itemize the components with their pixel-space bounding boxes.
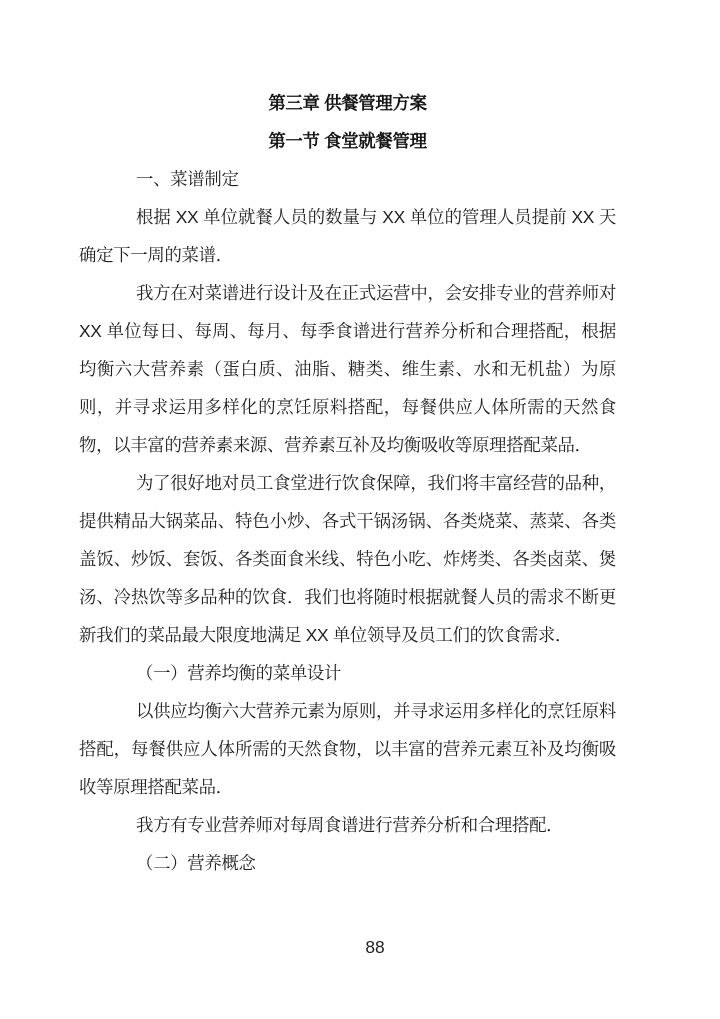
subsection-heading: （一）营养均衡的菜单设计 xyxy=(136,663,342,683)
paragraph: 我方有专业营养师对每周食谱进行营养分析和合理搭配． xyxy=(136,815,564,835)
subsection-heading: （二）营养概念 xyxy=(136,853,256,873)
paragraph: 以供应均衡六大营养元素为原则，并寻求运用多样化的烹饪原料搭配，每餐供应人体所需的天然食物，以丰富的营养元素互补及均衡吸收等原理搭配菜品． xyxy=(79,701,616,797)
paragraph: 根据 XX 单位就餐人员的数量与 XX 单位的管理人员提前 XX 天确定下一周的菜谱． xyxy=(79,207,616,265)
page-number: 88 xyxy=(365,937,385,957)
paragraph: 为了很好地对员工食堂进行饮食保障，我们将丰富经营的品种，提供精品大锅菜品、特色小炒、各式干锅汤锅、各类烧菜、蒸菜、各类盖饭、炒饭、套饭、各类面食米线、特色小吃、炸烤类、各类卤菜、煲汤、冷热饮等多品种的饮食．我们也将随时根据就餐人员的需求不断更新我们的菜品最大限度地满足 XX 单位领导及员工们的饮食需求． xyxy=(79,473,616,645)
document-content xyxy=(79,84,616,882)
list-heading: 一、菜谱制定 xyxy=(136,169,239,189)
paragraph: 我方在对菜谱进行设计及在正式运营中，会安排专业的营养师对 XX 单位每日、每周、每月、每季食谱进行营养分析和合理搭配，根据均衡六大营养素（蛋白质、油脂、糖类、维生素、水和无机盐）为原则，并寻求运用多样化的烹饪原料搭配，每餐供应人体所需的天然食物，以丰富的营养素来源、营养素互补及均衡吸收等原理搭配菜品． xyxy=(79,283,616,455)
chapter-title: 第三章 供餐管理方案 xyxy=(268,93,427,113)
section-title: 第一节 食堂就餐管理 xyxy=(268,131,427,151)
